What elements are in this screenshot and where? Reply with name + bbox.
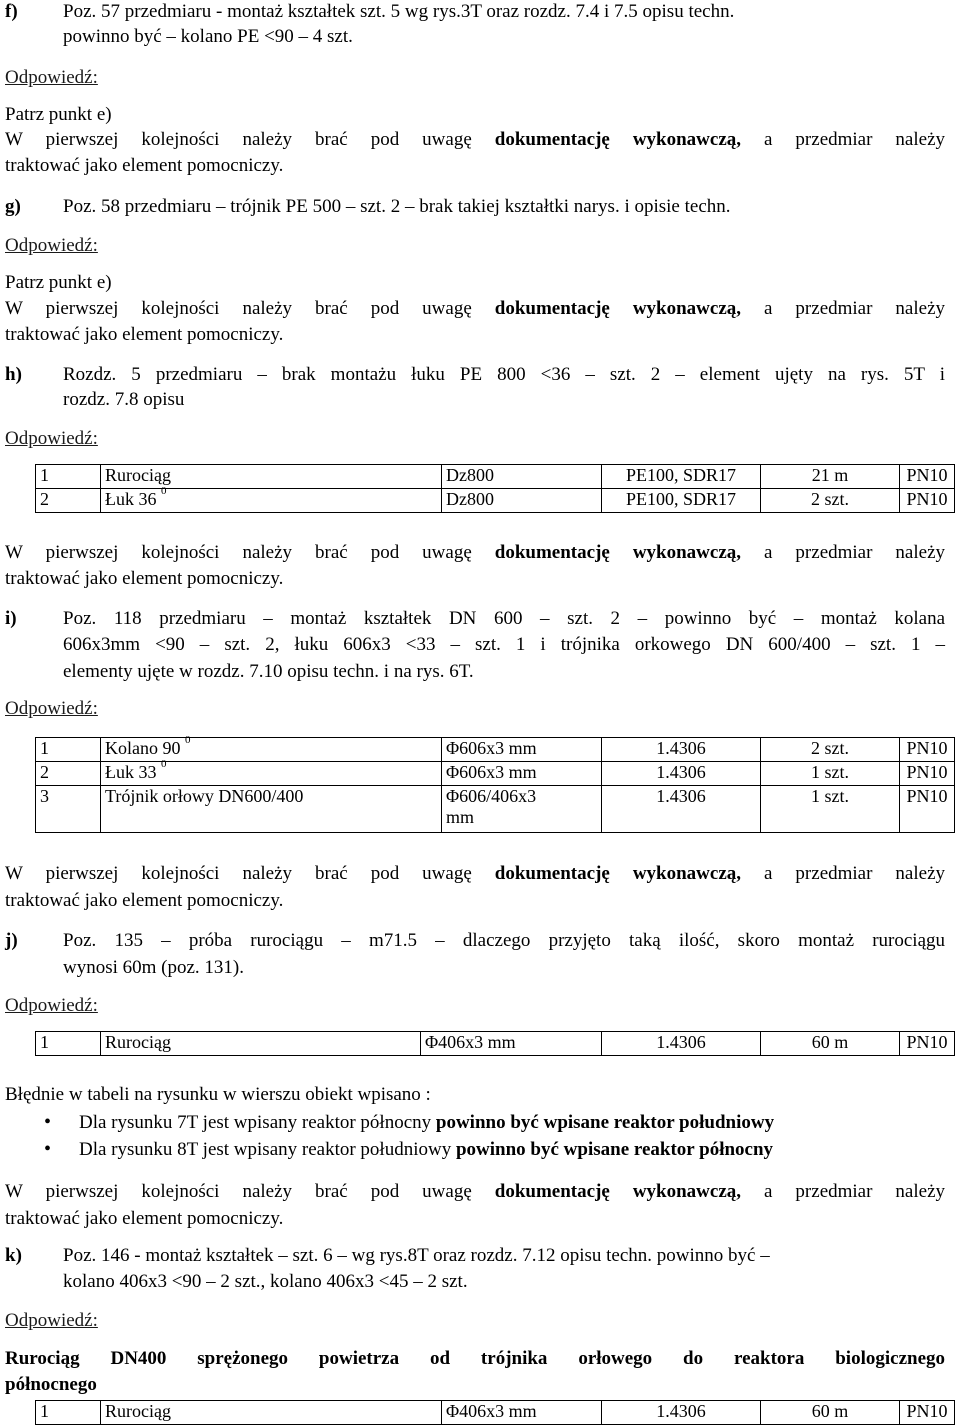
table-cell: 3 — [36, 786, 101, 833]
pipeline-heading: Rurociąg DN400 sprężonego powietrza od trójnika orłowego do reaktora biologicznego — [5, 1348, 945, 1369]
cell-text: Kolano 90 — [105, 738, 181, 758]
see-point-e: Patrz punkt e) — [5, 272, 112, 293]
answer-heading: Odpowiedź: — [5, 698, 98, 719]
table-cell: PN10 — [900, 489, 955, 513]
table-cell: PE100, SDR17 — [602, 465, 761, 489]
cell-text: Łuk 36 — [105, 489, 157, 509]
note-suffix: a przedmiar należy — [764, 863, 946, 884]
table-cell: Rurociąg — [101, 1032, 421, 1056]
list-item — [0, 1136, 774, 1163]
table-cell: PN10 — [900, 1032, 955, 1056]
item-h-line2: rozdz. 7.8 opisu — [63, 389, 185, 410]
priority-note-line2: traktować jako element pomocniczy. — [5, 1208, 284, 1229]
answer-heading: Odpowiedź: — [5, 995, 98, 1016]
table-cell — [101, 485, 442, 513]
table-row — [36, 489, 955, 513]
table-cell: 1 — [36, 738, 101, 762]
table-row — [36, 738, 955, 762]
priority-note — [5, 298, 945, 320]
priority-note-line2: traktować jako element pomocniczy. — [5, 568, 284, 589]
item-h-line1: Rozdz. 5 przedmiaru – brak montażu łuku PE 800 <36 – szt. 2 – element ujęty na rys. 5T i — [63, 364, 945, 385]
table-cell: Φ606x3 mm — [442, 738, 602, 762]
note-prefix: W pierwszej kolejności należy brać pod uwagę — [5, 1181, 472, 1202]
table-cell: 1 — [36, 1032, 101, 1056]
table-cell: 60 m — [761, 1401, 900, 1425]
note-suffix: a przedmiar należy — [764, 1181, 946, 1202]
item-k-line1: Poz. 146 - montaż kształtek – szt. 6 – wg rys.8T oraz rozdz. 7.12 opisu techn. powinno być – — [63, 1245, 770, 1266]
table-cell: 60 m — [761, 1032, 900, 1056]
table-cell: 1.4306 — [602, 1401, 761, 1425]
note-bold: dokumentację wykonawczą, — [494, 1181, 742, 1202]
note-prefix: W pierwszej kolejności należy brać pod uwagę — [5, 542, 472, 563]
table-cell: PN10 — [900, 786, 955, 833]
table-row — [36, 1032, 955, 1056]
bullet-plain: Dla rysunku 8T jest wpisany reaktor południowy — [79, 1139, 452, 1160]
pipeline-heading-line2: północnego — [5, 1374, 97, 1395]
table-cell: PN10 — [900, 762, 955, 786]
error-list — [0, 1109, 774, 1163]
table-cell: Φ406x3 mm — [421, 1032, 602, 1056]
table-cell: Trójnik orłowy DN600/400 — [101, 786, 442, 833]
cell-text: mm — [446, 807, 475, 827]
note-prefix: W pierwszej kolejności należy brać pod uwagę — [5, 129, 472, 150]
answer-heading: Odpowiedź: — [5, 1310, 98, 1331]
item-f-line2: powinno być – kolano PE <90 – 4 szt. — [63, 26, 353, 47]
priority-note — [5, 542, 945, 564]
degree-superscript: 0 — [185, 734, 191, 746]
table-cell: 2 szt. — [761, 489, 900, 513]
item-label-k: k) — [5, 1245, 22, 1266]
table-cell: Φ406x3 mm — [442, 1401, 602, 1425]
table-cell: 2 szt. — [761, 738, 900, 762]
table-cell — [442, 786, 602, 833]
table-row — [36, 465, 955, 489]
item-label-g: g) — [5, 196, 21, 217]
list-item — [0, 1109, 774, 1136]
item-label-h: h) — [5, 364, 22, 385]
note-bold: dokumentację wykonawczą, — [494, 129, 742, 150]
priority-note — [5, 863, 945, 885]
note-bold: dokumentację wykonawczą, — [494, 298, 742, 319]
priority-note-line2: traktować jako element pomocniczy. — [5, 155, 284, 176]
bullet-plain: Dla rysunku 7T jest wpisany reaktor północny — [79, 1112, 432, 1133]
note-suffix: a przedmiar należy — [764, 129, 946, 150]
table-row — [36, 786, 955, 833]
note-bold: dokumentację wykonawczą, — [494, 863, 742, 884]
table-cell — [101, 734, 442, 762]
item-i-line2: 606x3mm <90 – szt. 2, łuku 606x3 <33 – szt. 1 i trójnika orkowego DN 600/400 – szt. 1 – — [63, 634, 945, 655]
see-point-e: Patrz punkt e) — [5, 104, 112, 125]
note-prefix: W pierwszej kolejności należy brać pod uwagę — [5, 298, 472, 319]
table-cell: 1.4306 — [602, 738, 761, 762]
table-cell: 1 — [36, 1401, 101, 1425]
table-cell: 21 m — [761, 465, 900, 489]
spec-table-k — [35, 1400, 955, 1425]
answer-heading: Odpowiedź: — [5, 67, 98, 88]
item-label-f: f) — [5, 1, 18, 22]
note-bold: dokumentację wykonawczą, — [494, 542, 742, 563]
item-j-line1: Poz. 135 – próba rurociągu – m71.5 – dlaczego przyjęto taką ilość, skoro montaż rurociągu — [63, 930, 945, 951]
table-cell: PE100, SDR17 — [602, 489, 761, 513]
priority-note-line2: traktować jako element pomocniczy. — [5, 324, 284, 345]
table-cell: PN10 — [900, 738, 955, 762]
table-cell: Dz800 — [442, 465, 602, 489]
table-cell: 2 — [36, 762, 101, 786]
item-label-j: j) — [5, 930, 18, 951]
item-label-i: i) — [5, 608, 17, 629]
bullet-bold: powinno być wpisane reaktor południowy — [435, 1112, 775, 1133]
priority-note — [5, 129, 945, 151]
table-row — [36, 1401, 955, 1425]
spec-table-j — [35, 1031, 955, 1056]
table-cell: 1.4306 — [602, 762, 761, 786]
bullet-bold: powinno być wpisane reaktor północny — [455, 1139, 774, 1160]
degree-superscript: 0 — [161, 485, 167, 497]
item-j-line2: wynosi 60m (poz. 131). — [63, 957, 245, 978]
table-cell: 1 szt. — [761, 786, 900, 833]
item-i-line3: elementy ujęte w rozdz. 7.10 opisu techn. i na rys. 6T. — [63, 661, 474, 682]
spec-table-h — [35, 464, 955, 513]
table-cell: PN10 — [900, 465, 955, 489]
priority-note-line2: traktować jako element pomocniczy. — [5, 890, 284, 911]
table-cell: Rurociąg — [101, 1401, 442, 1425]
item-k-line2: kolano 406x3 <90 – 2 szt., kolano 406x3 <45 – 2 szt. — [63, 1271, 468, 1292]
degree-superscript: 0 — [161, 758, 167, 770]
note-suffix: a przedmiar należy — [764, 542, 946, 563]
table-row — [36, 762, 955, 786]
note-prefix: W pierwszej kolejności należy brać pod uwagę — [5, 863, 472, 884]
answer-heading: Odpowiedź: — [5, 428, 98, 449]
table-cell: PN10 — [900, 1401, 955, 1425]
table-cell: 1 szt. — [761, 762, 900, 786]
cell-text: Φ606/406x3 — [446, 786, 537, 806]
item-f-line1: Poz. 57 przedmiaru - montaż kształtek szt. 5 wg rys.3T oraz rozdz. 7.4 i 7.5 opisu techn. — [63, 1, 735, 22]
item-i-line1: Poz. 118 przedmiaru – montaż kształtek DN 600 – szt. 2 – powinno być – montaż kolana — [63, 608, 945, 629]
table-cell: 1.4306 — [602, 786, 761, 833]
note-suffix: a przedmiar należy — [764, 298, 946, 319]
table-cell: 2 — [36, 489, 101, 513]
spec-table-i — [35, 734, 955, 833]
error-intro: Błędnie w tabeli na rysunku w wierszu obiekt wpisano : — [5, 1084, 431, 1105]
table-cell: Rurociąg — [101, 465, 442, 489]
answer-heading: Odpowiedź: — [5, 235, 98, 256]
item-g-line1: Poz. 58 przedmiaru – trójnik PE 500 – szt. 2 – brak takiej kształtki narys. i opisie techn. — [63, 196, 731, 217]
table-cell: 1.4306 — [602, 1032, 761, 1056]
table-cell — [101, 758, 442, 786]
cell-text: Łuk 33 — [105, 762, 157, 782]
table-cell: 1 — [36, 465, 101, 489]
table-cell: Φ606x3 mm — [442, 762, 602, 786]
table-cell: Dz800 — [442, 489, 602, 513]
priority-note — [5, 1181, 945, 1203]
